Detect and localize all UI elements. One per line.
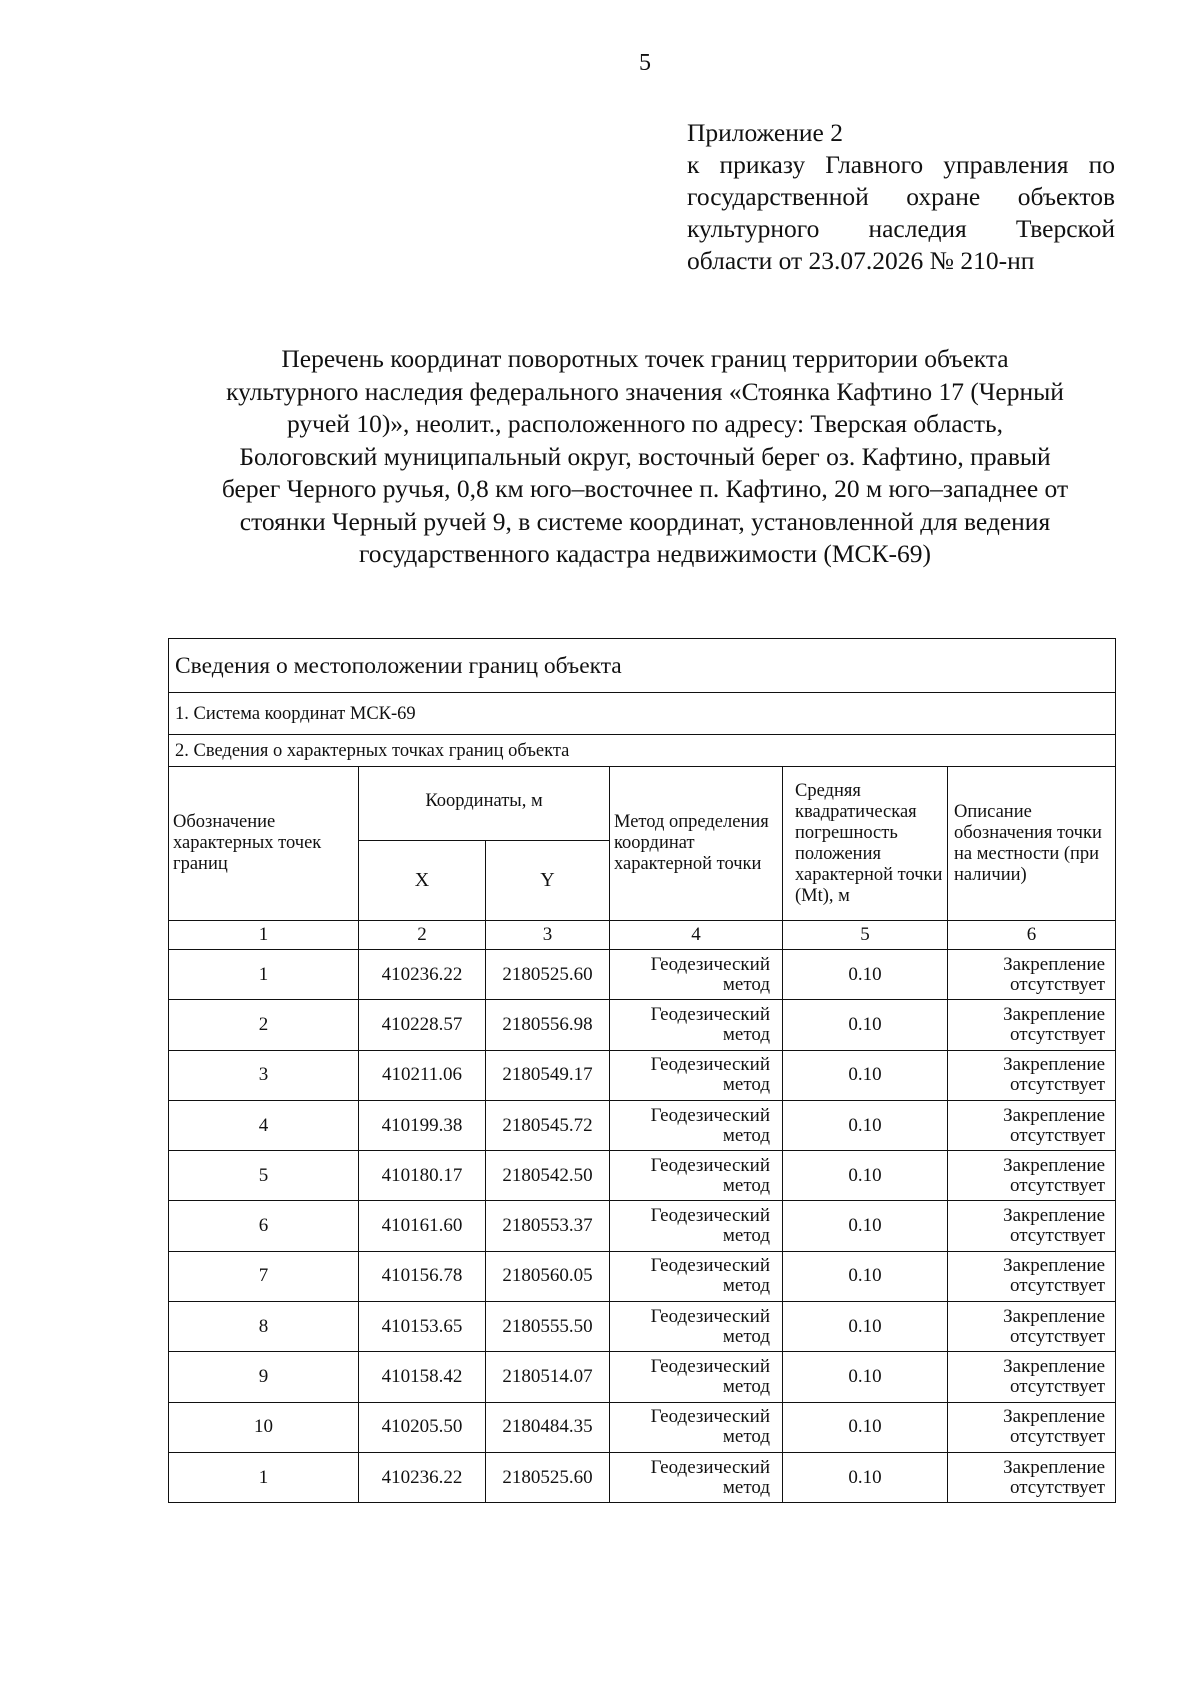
cell-error: 0.10 <box>783 1302 948 1352</box>
cell-y: 2180525.60 <box>486 950 610 1000</box>
cell-method <box>610 1402 783 1452</box>
cell-method-line: метод <box>722 1426 770 1448</box>
table-row <box>169 1000 1116 1050</box>
cell-method-line: Геодезический <box>650 1054 770 1076</box>
column-number: 1 <box>169 921 359 950</box>
cell-description <box>948 1452 1116 1502</box>
cell-y: 2180549.17 <box>486 1050 610 1100</box>
cell-method-line: Геодезический <box>650 1406 770 1428</box>
cell-point: 9 <box>169 1352 359 1402</box>
cell-description <box>948 950 1116 1000</box>
header-description: Описание обозначения точки на местности (при наличии) <box>948 767 1116 921</box>
cell-description-line: отсутствует <box>1010 1225 1106 1247</box>
cell-method-line: Геодезический <box>650 1104 770 1126</box>
title-line: стоянки Черный ручей 9, в системе координат, установленной для ведения <box>239 506 1051 536</box>
cell-point: 5 <box>169 1151 359 1201</box>
cell-description-line: Закрепление <box>1003 1003 1106 1025</box>
cell-description-line: отсутствует <box>1010 973 1106 995</box>
cell-method-line: Геодезический <box>650 1356 770 1378</box>
cell-description <box>948 1100 1116 1150</box>
cell-method-line: Геодезический <box>650 1003 770 1025</box>
cell-description <box>948 1201 1116 1251</box>
header-x: X <box>359 841 486 921</box>
cell-method-line: метод <box>722 1124 770 1146</box>
cell-point: 7 <box>169 1251 359 1301</box>
cell-method <box>610 950 783 1000</box>
cell-description-line: отсутствует <box>1010 1275 1106 1297</box>
cell-description-line: отсутствует <box>1010 1174 1106 1196</box>
cell-description-line: Закрепление <box>1003 1305 1106 1327</box>
cell-point: 3 <box>169 1050 359 1100</box>
cell-description-line: Закрепление <box>1003 1205 1106 1227</box>
cell-method <box>610 1251 783 1301</box>
cell-y: 2180545.72 <box>486 1100 610 1150</box>
cell-method-line: Геодезический <box>650 953 770 975</box>
cell-description-line: Закрепление <box>1003 1456 1106 1478</box>
cell-method <box>610 1151 783 1201</box>
cell-method-line: метод <box>722 1023 770 1045</box>
cell-method-line: метод <box>722 1325 770 1347</box>
table-row <box>169 1151 1116 1201</box>
table-row <box>169 1251 1116 1301</box>
cell-point: 1 <box>169 950 359 1000</box>
page-number: 5 <box>639 50 651 76</box>
document-title <box>160 343 1130 571</box>
cell-description-line: Закрепление <box>1003 1104 1106 1126</box>
cell-description <box>948 1352 1116 1402</box>
cell-method <box>610 1050 783 1100</box>
title-line: Бологовский муниципальный округ, восточный берег оз. Кафтино, правый <box>239 441 1051 471</box>
cell-x: 410205.50 <box>359 1402 486 1452</box>
cell-method-line: метод <box>722 1174 770 1196</box>
appendix-block <box>687 117 1115 277</box>
cell-description-line: Закрепление <box>1003 953 1106 975</box>
cell-x: 410156.78 <box>359 1251 486 1301</box>
cell-method-line: метод <box>722 1074 770 1096</box>
header-y: Y <box>486 841 610 921</box>
table-row <box>169 1452 1116 1502</box>
cell-error: 0.10 <box>783 1151 948 1201</box>
title-line: ручей 10)», неолит., расположенного по адресу: Тверская область, <box>286 409 1004 438</box>
appendix-line: государственной охране объектов <box>687 182 1115 211</box>
cell-y: 2180553.37 <box>486 1201 610 1251</box>
cell-error: 0.10 <box>783 1352 948 1402</box>
cell-method-line: метод <box>722 1476 770 1498</box>
cell-x: 410180.17 <box>359 1151 486 1201</box>
appendix-line: к приказу Главного управления по <box>687 150 1115 179</box>
cell-method-line: Геодезический <box>650 1305 770 1327</box>
title-line: государственного кадастра недвижимости (МСК-69) <box>358 539 932 568</box>
cell-x: 410211.06 <box>359 1050 486 1100</box>
cell-description-line: отсутствует <box>1010 1426 1106 1448</box>
cell-method <box>610 1302 783 1352</box>
table-row <box>169 1201 1116 1251</box>
cell-point: 6 <box>169 1201 359 1251</box>
cell-point: 1 <box>169 1452 359 1502</box>
table-section-title: Сведения о местоположении границ объекта <box>169 639 1116 693</box>
cell-method-line: Геодезический <box>650 1154 770 1176</box>
cell-description-line: отсутствует <box>1010 1074 1106 1096</box>
cell-y: 2180542.50 <box>486 1151 610 1201</box>
cell-error: 0.10 <box>783 1251 948 1301</box>
cell-method-line: метод <box>722 973 770 995</box>
column-number: 6 <box>948 921 1116 950</box>
cell-error: 0.10 <box>783 1452 948 1502</box>
cell-method <box>610 1201 783 1251</box>
cell-y: 2180484.35 <box>486 1402 610 1452</box>
cell-description-line: отсутствует <box>1010 1376 1106 1398</box>
cell-description-line: Закрепление <box>1003 1406 1106 1428</box>
cell-method <box>610 1100 783 1150</box>
cell-method <box>610 1000 783 1050</box>
cell-method-line: Геодезический <box>650 1205 770 1227</box>
cell-y: 2180514.07 <box>486 1352 610 1402</box>
cell-method-line: метод <box>722 1225 770 1247</box>
cell-description <box>948 1151 1116 1201</box>
cell-point: 4 <box>169 1100 359 1150</box>
column-number: 4 <box>610 921 783 950</box>
appendix-line: области от 23.07.2026 № 210-нп <box>687 246 1035 275</box>
header-method: Метод определения координат характерной точки <box>610 767 783 921</box>
cell-error: 0.10 <box>783 1000 948 1050</box>
cell-description-line: Закрепление <box>1003 1356 1106 1378</box>
appendix-line: культурного наследия Тверской <box>687 214 1115 243</box>
cell-error: 0.10 <box>783 1100 948 1150</box>
cell-description-line: Закрепление <box>1003 1054 1106 1076</box>
coord-system-row: 1. Система координат МСК-69 <box>169 693 1116 735</box>
cell-method <box>610 1352 783 1402</box>
table-row <box>169 1302 1116 1352</box>
appendix-line: Приложение 2 <box>687 118 843 147</box>
title-line: культурного наследия федерального значения «Стоянка Кафтино 17 (Черный <box>226 376 1064 406</box>
cell-x: 410236.22 <box>359 1452 486 1502</box>
cell-point: 10 <box>169 1402 359 1452</box>
table-row <box>169 1100 1116 1150</box>
title-line: берег Черного ручья, 0,8 км юго–восточнее п. Кафтино, 20 м юго–западнее от <box>221 474 1069 503</box>
points-section-row: 2. Сведения о характерных точках границ объекта <box>169 735 1116 767</box>
cell-description-line: отсутствует <box>1010 1124 1106 1146</box>
header-error: Средняя квадратическая погрешность положения характерной точки (Mt), м <box>783 767 948 921</box>
column-number: 3 <box>486 921 610 950</box>
coordinates-table <box>168 638 1116 1503</box>
table-row <box>169 1402 1116 1452</box>
cell-description <box>948 1402 1116 1452</box>
cell-error: 0.10 <box>783 1050 948 1100</box>
cell-description-line: Закрепление <box>1003 1255 1106 1277</box>
header-coordinates: Координаты, м <box>359 767 610 841</box>
cell-description <box>948 1251 1116 1301</box>
cell-description-line: отсутствует <box>1010 1325 1106 1347</box>
cell-x: 410153.65 <box>359 1302 486 1352</box>
cell-method-line: метод <box>722 1275 770 1297</box>
cell-description-line: отсутствует <box>1010 1476 1106 1498</box>
cell-x: 410158.42 <box>359 1352 486 1402</box>
column-number: 5 <box>783 921 948 950</box>
table-row <box>169 950 1116 1000</box>
cell-x: 410228.57 <box>359 1000 486 1050</box>
cell-x: 410236.22 <box>359 950 486 1000</box>
cell-method-line: Геодезический <box>650 1255 770 1277</box>
cell-x: 410199.38 <box>359 1100 486 1150</box>
cell-error: 0.10 <box>783 950 948 1000</box>
cell-y: 2180556.98 <box>486 1000 610 1050</box>
cell-method-line: Геодезический <box>650 1456 770 1478</box>
cell-y: 2180555.50 <box>486 1302 610 1352</box>
cell-method <box>610 1452 783 1502</box>
cell-description-line: Закрепление <box>1003 1154 1106 1176</box>
column-number: 2 <box>359 921 486 950</box>
title-line: Перечень координат поворотных точек границ территории объекта <box>281 344 1009 373</box>
cell-description <box>948 1050 1116 1100</box>
cell-y: 2180525.60 <box>486 1452 610 1502</box>
header-point: Обозначение характерных точек границ <box>169 767 359 921</box>
cell-point: 2 <box>169 1000 359 1050</box>
cell-description-line: отсутствует <box>1010 1023 1106 1045</box>
cell-method-line: метод <box>722 1376 770 1398</box>
cell-point: 8 <box>169 1302 359 1352</box>
cell-error: 0.10 <box>783 1402 948 1452</box>
cell-description <box>948 1302 1116 1352</box>
cell-y: 2180560.05 <box>486 1251 610 1301</box>
cell-description <box>948 1000 1116 1050</box>
cell-error: 0.10 <box>783 1201 948 1251</box>
table-row <box>169 1352 1116 1402</box>
table-row <box>169 1050 1116 1100</box>
cell-x: 410161.60 <box>359 1201 486 1251</box>
